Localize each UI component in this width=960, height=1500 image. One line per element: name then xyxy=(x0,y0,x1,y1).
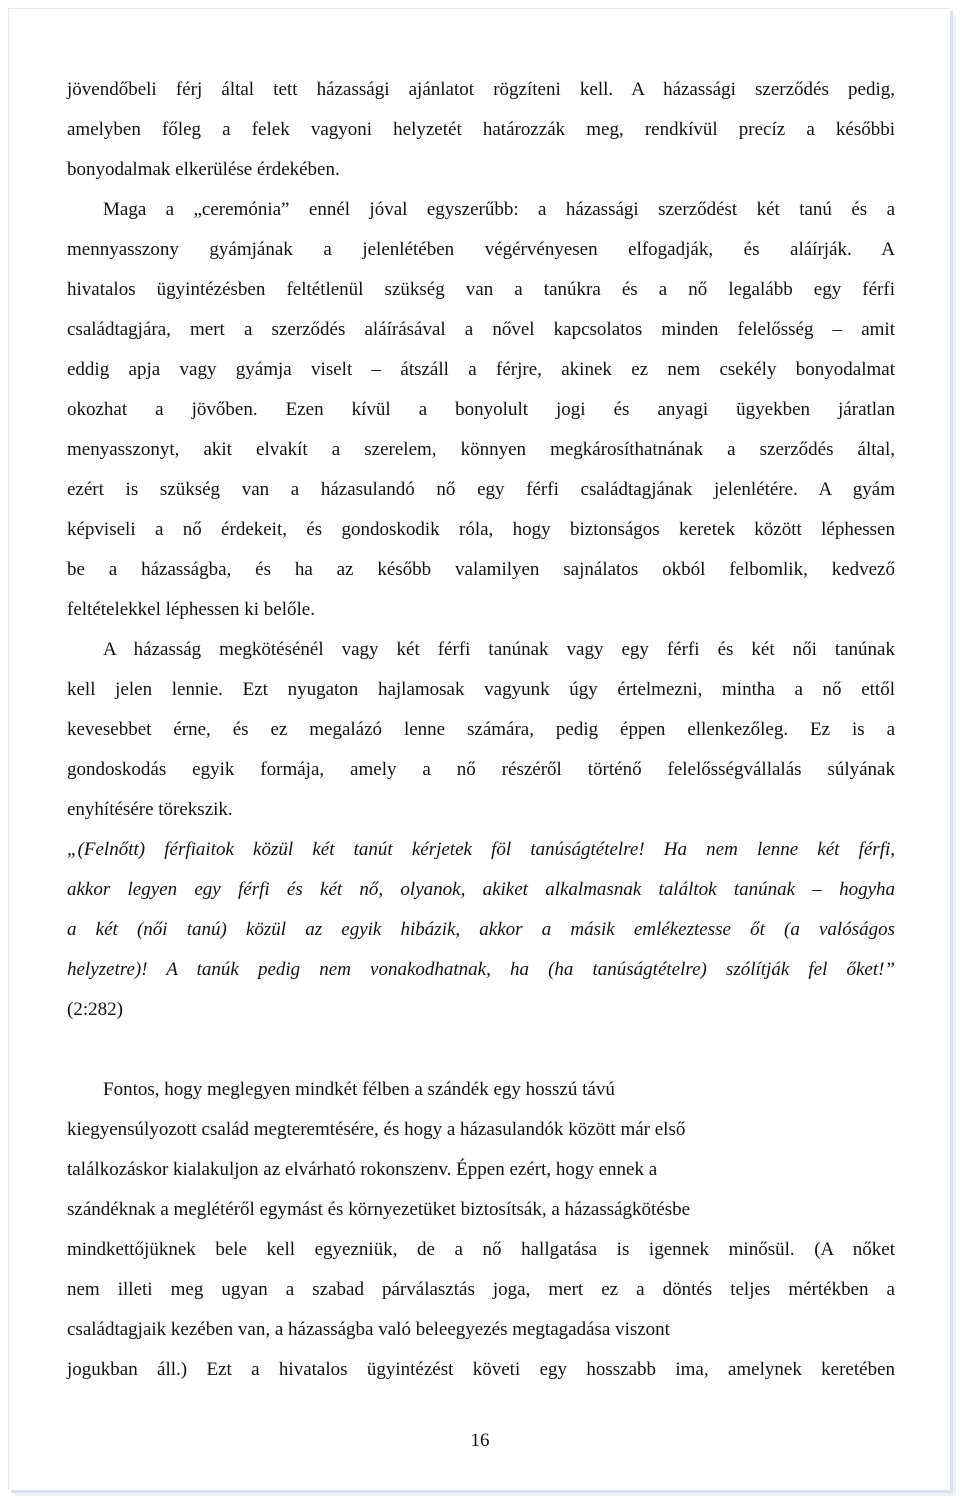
text-line: Maga a „ceremónia” ennél jóval egyszerűbb: a házassági szerződést két tanú és a xyxy=(103,199,895,220)
quote-line: akkor legyen egy férfi és két nő, olyanok, akiket alkalmasnak találtok tanúnak – hogyha xyxy=(67,879,895,900)
text-line: családtagjaik kezében van, a házasságba való beleegyezés megtagadása viszont xyxy=(67,1319,670,1340)
text-line: eddig apja vagy gyámja viselt – átszáll a férjre, akinek ez nem csekély bonyodalmat xyxy=(67,359,895,380)
text-line: családtagjára, mert a szerződés aláírásával a nővel kapcsolatos minden felelősség – amit xyxy=(67,319,895,340)
blank-line xyxy=(67,1030,895,1070)
text-line: ezért is szükség van a házasulandó nő egy férfi családtagjának jelenlétére. A gyám xyxy=(67,479,895,500)
text-line: amelyben főleg a felek vagyoni helyzetét határozzák meg, rendkívül precíz a későbbi xyxy=(67,119,895,140)
text-line: kell jelen lennie. Ezt nyugaton hajlamosak vagyunk úgy értelmezni, mintha a nő ettől xyxy=(67,679,895,700)
text-line: hivatalos ügyintézésben feltétlenül szükség van a tanúkra és a nő legalább egy férfi xyxy=(67,279,895,300)
quote-line: „(Felnőtt) férfiaitok közül két tanút kérjetek föl tanúságtételre! Ha nem lenne két férfi, xyxy=(67,839,895,860)
text-line: találkozáskor kialakuljon az elvárható rokonszenv. Éppen ezért, hogy ennek a xyxy=(67,1159,658,1180)
quote-citation: (2:282) xyxy=(67,999,123,1020)
text-line: kevesebbet érne, és ez megalázó lenne számára, pedig éppen ellenkezőleg. Ez is a xyxy=(67,719,895,740)
text-line: képviseli a nő érdekeit, és gondoskodik róla, hogy biztonságos keretek között léphessen xyxy=(67,519,895,540)
document-page xyxy=(8,8,950,1490)
text-line: mennyasszony gyámjának a jelenlétében végérvényesen elfogadják, és aláírják. A xyxy=(67,239,895,260)
text-line: be a házasságba, és ha az később valamilyen sajnálatos okból felbomlik, kedvező xyxy=(67,559,895,580)
text-line: A házasság megkötésénél vagy két férfi tanúnak vagy egy férfi és két női tanúnak xyxy=(103,639,895,660)
text-line: kiegyensúlyozott család megteremtésére, és hogy a házasulandók között már első xyxy=(67,1119,686,1140)
text-line: szándéknak a meglétéről egymást és környezetüket biztosítsák, a házasságkötésbe xyxy=(67,1199,691,1220)
text-line: feltételekkel léphessen ki belőle. xyxy=(67,599,315,620)
text-line: mindkettőjüknek bele kell egyezniük, de a nő hallgatása is igennek minősül. (A nőket xyxy=(67,1239,895,1260)
text-line: Fontos, hogy meglegyen mindkét félben a szándék egy hosszú távú xyxy=(103,1079,615,1100)
body-text xyxy=(67,70,895,1390)
text-line: jövendőbeli férj által tett házassági ajánlatot rögzíteni kell. A házassági szerződés pedig, xyxy=(67,79,895,100)
page-number: 16 xyxy=(470,1430,490,1451)
text-line: jogukban áll.) Ezt a hivatalos ügyintézést követi egy hosszabb ima, amelynek keretében xyxy=(67,1359,895,1380)
text-line: bonyodalmak elkerülése érdekében. xyxy=(67,159,340,180)
quote-line: a két (női tanú) közül az egyik hibázik, akkor a másik emlékeztesse őt (a valóságos xyxy=(67,919,895,940)
text-line: enyhítésére törekszik. xyxy=(67,799,233,820)
text-line: menyasszonyt, akit elvakít a szerelem, könnyen megkárosíthatnának a szerződés által, xyxy=(67,439,895,460)
text-line: nem illeti meg ugyan a szabad párválasztás joga, mert ez a döntés teljes mértékben a xyxy=(67,1279,895,1300)
text-line: okozhat a jövőben. Ezen kívül a bonyolult jogi és anyagi ügyekben járatlan xyxy=(67,399,895,420)
text-line: gondoskodás egyik formája, amely a nő részéről történő felelősségvállalás súlyának xyxy=(67,759,895,780)
quote-line: helyzetre)! A tanúk pedig nem vonakodhatnak, ha (ha tanúságtételre) szólítják fel őket!” xyxy=(67,959,895,980)
